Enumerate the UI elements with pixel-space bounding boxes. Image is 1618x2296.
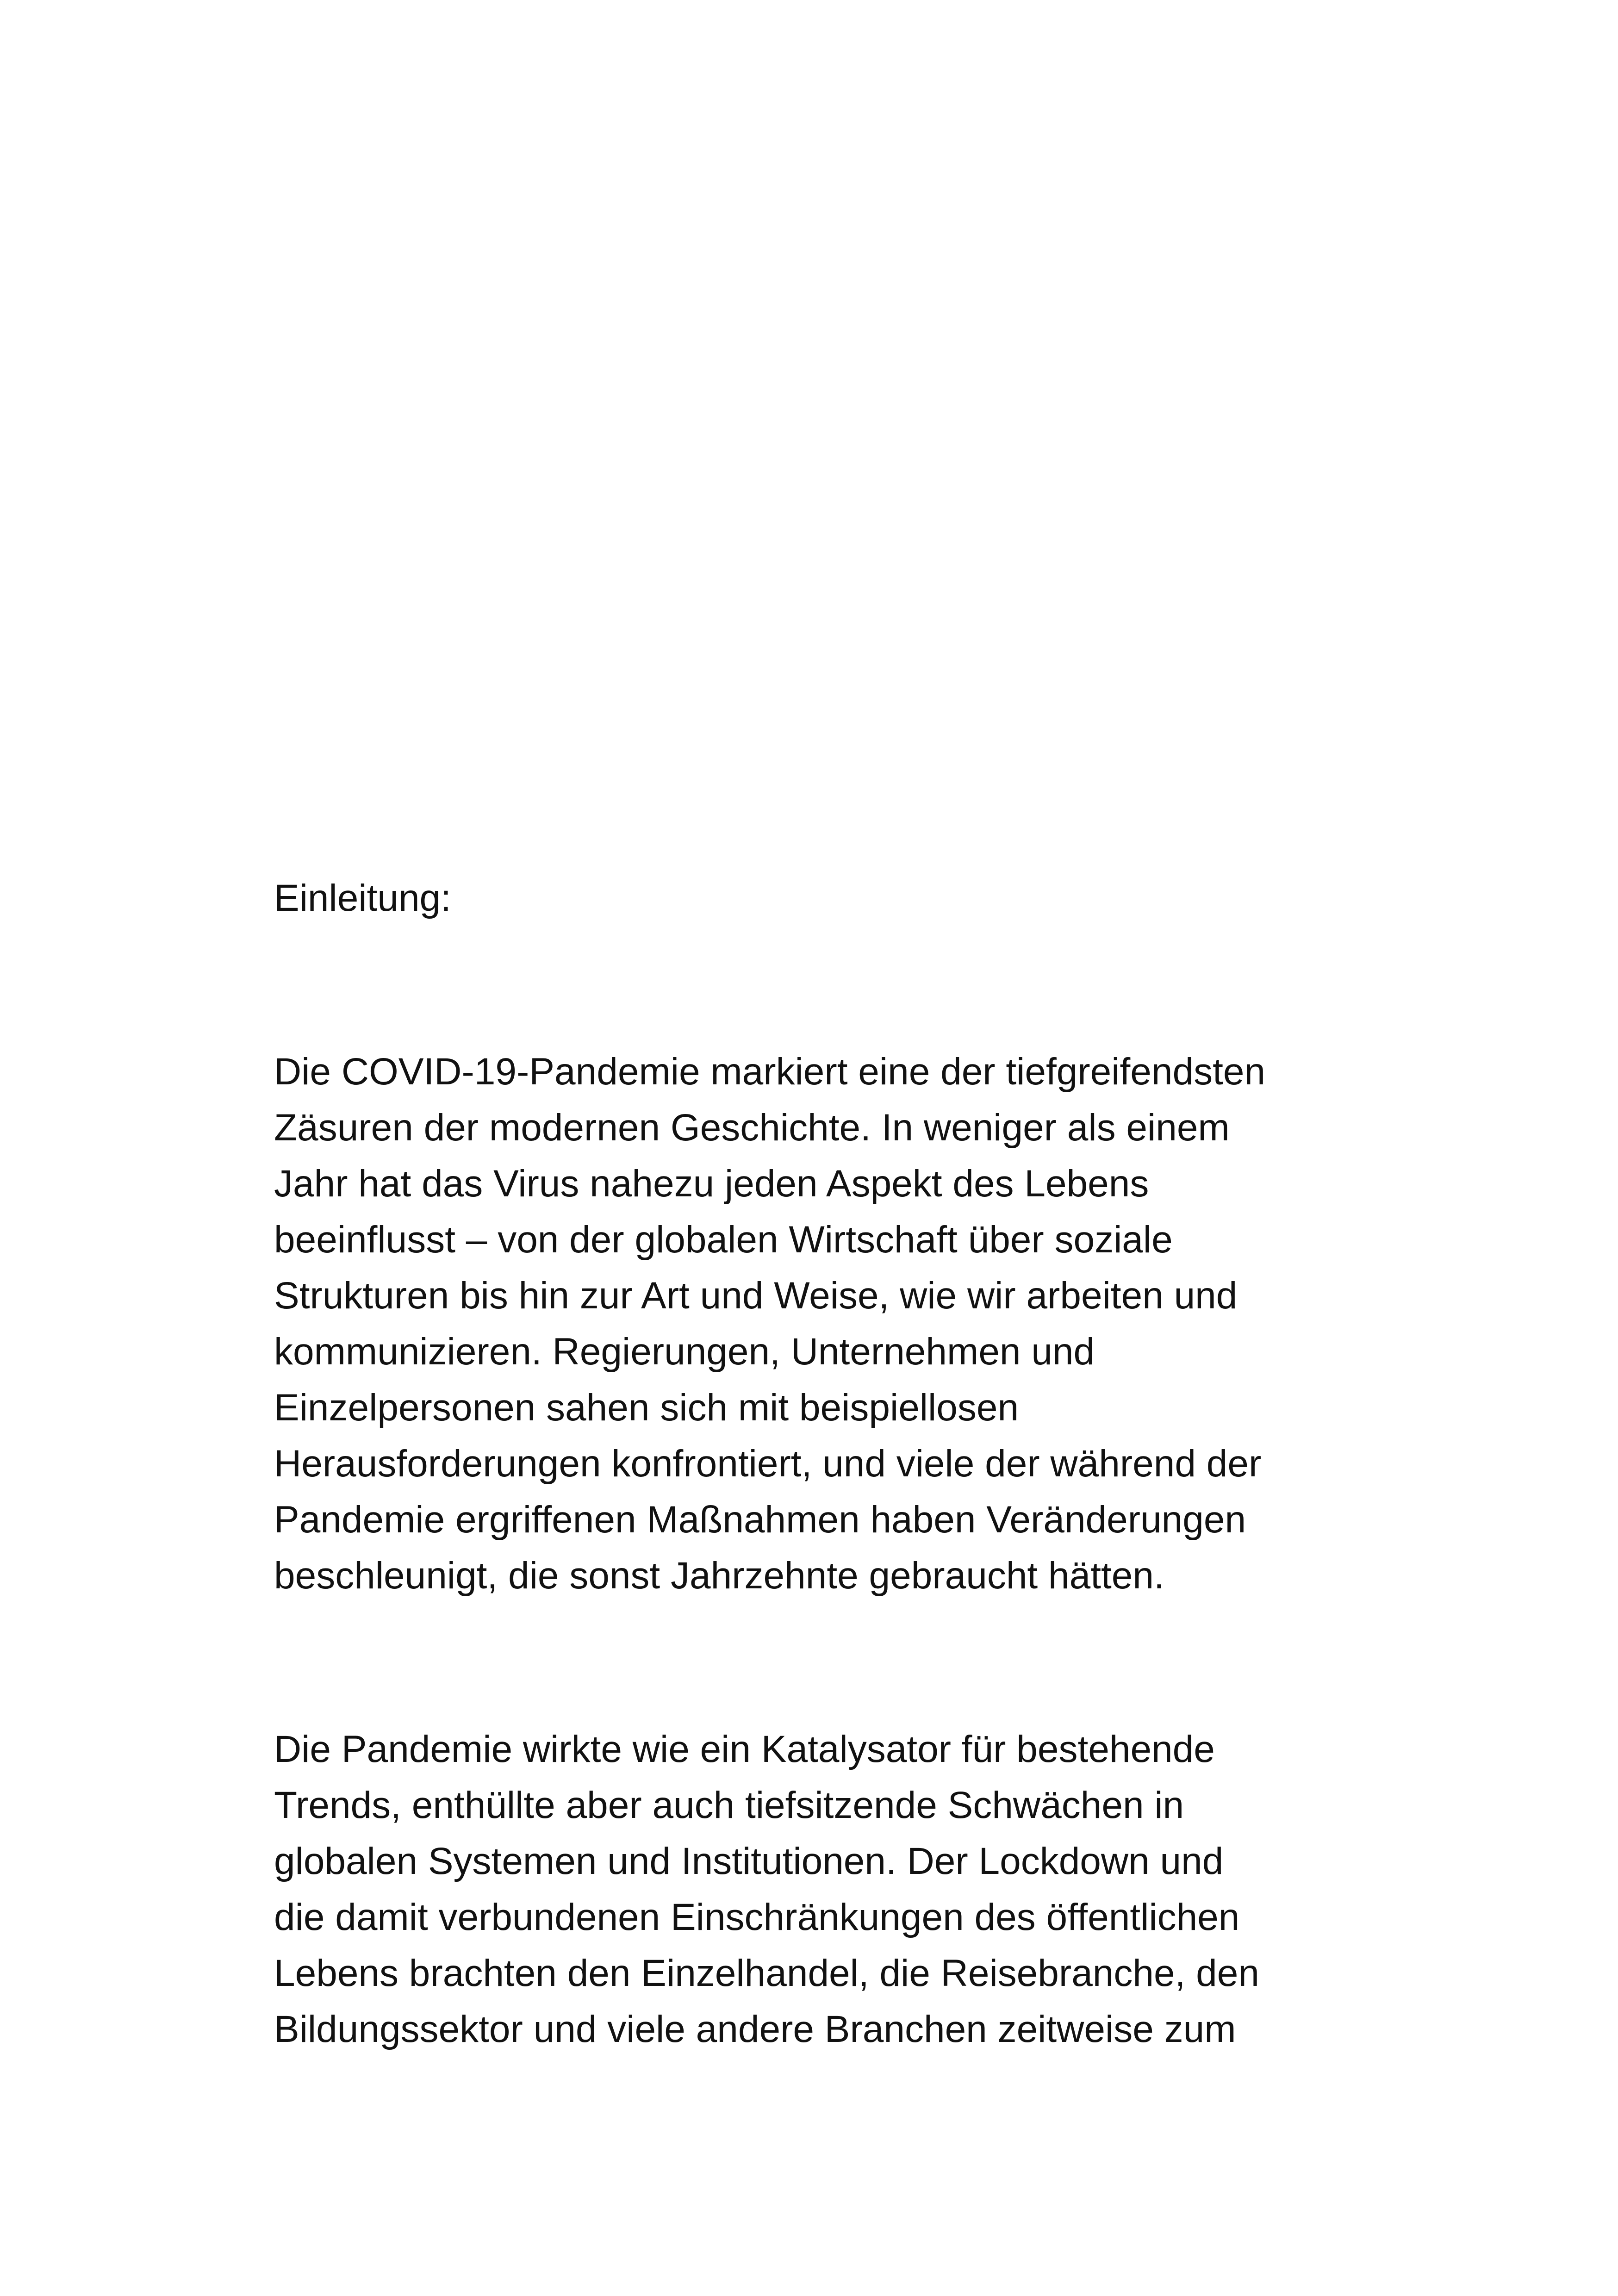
paragraph-line: Strukturen bis hin zur Art und Weise, wie wir arbeiten und: [274, 1275, 1238, 1317]
paragraph-line: beeinflusst – von der globalen Wirtschaft über soziale: [274, 1219, 1173, 1261]
paragraph-catalyst: [274, 1721, 1375, 2057]
paragraph-line: Einzelpersonen sahen sich mit beispiellosen: [274, 1387, 1019, 1429]
paragraph-line: Lebens brachten den Einzelhandel, die Reisebranche, den: [274, 1952, 1259, 1994]
paragraph-line: die damit verbundenen Einschränkungen des öffentlichen: [274, 1896, 1240, 1938]
document-body: [274, 870, 1375, 2057]
paragraph-line: kommunizieren. Regierungen, Unternehmen und: [274, 1331, 1095, 1373]
paragraph-line: Bildungssektor und viele andere Branchen zeitweise zum: [274, 2008, 1236, 2050]
paragraph-line: Trends, enthüllte aber auch tiefsitzende Schwächen in: [274, 1784, 1184, 1826]
paragraph-line: Die Pandemie wirkte wie ein Katalysator für bestehende: [274, 1728, 1215, 1770]
paragraph-intro: [274, 1044, 1375, 1604]
paragraph-line: globalen Systemen und Institutionen. Der Lockdown und: [274, 1840, 1224, 1882]
paragraph-line: Pandemie ergriffenen Maßnahmen haben Veränderungen: [274, 1499, 1246, 1541]
paragraph-line: Zäsuren der modernen Geschichte. In weniger als einem: [274, 1107, 1230, 1149]
paragraph-line: Die COVID-19-Pandemie markiert eine der tiefgreifendsten: [274, 1051, 1266, 1093]
paragraph-line: Herausforderungen konfrontiert, und viele der während der: [274, 1443, 1262, 1485]
paragraph-line: Jahr hat das Virus nahezu jeden Aspekt des Lebens: [274, 1163, 1149, 1205]
paragraph-line: beschleunigt, die sonst Jahrzehnte gebraucht hätten.: [274, 1555, 1164, 1597]
section-heading: Einleitung:: [274, 877, 451, 919]
